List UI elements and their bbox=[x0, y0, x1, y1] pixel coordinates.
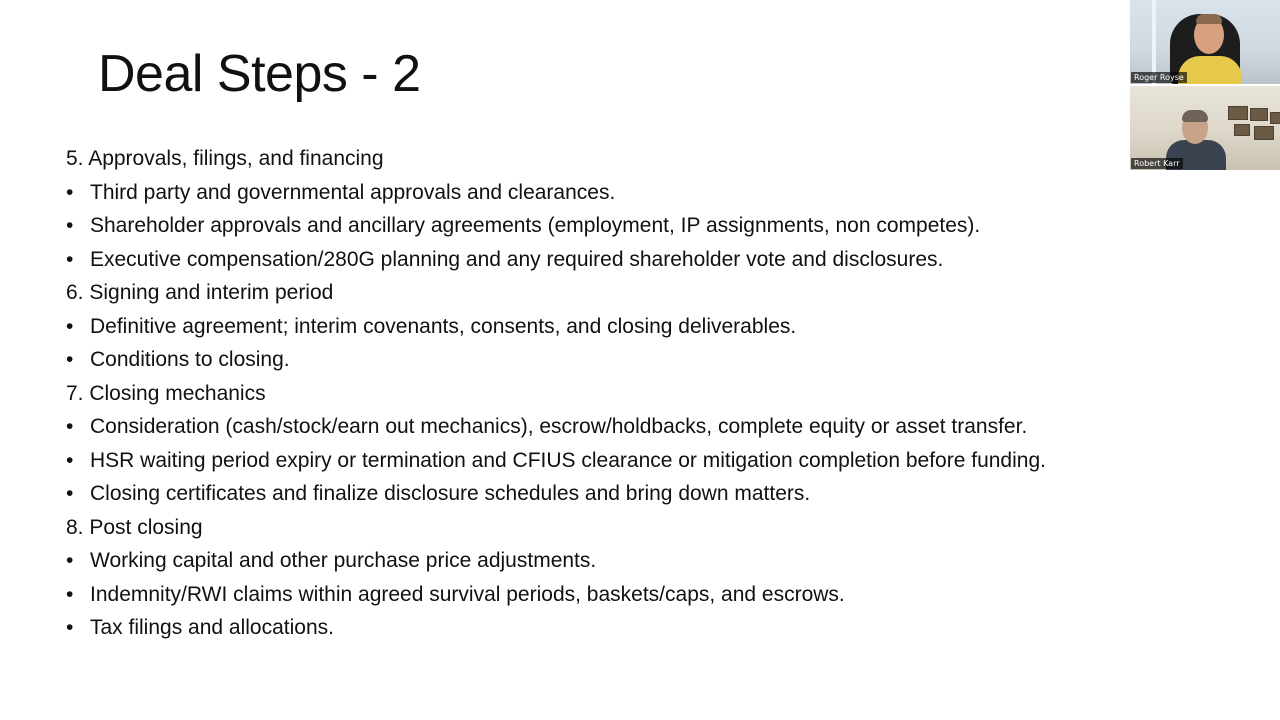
line-text: Tax filings and allocations. bbox=[90, 616, 334, 639]
slide-title: Deal Steps - 2 bbox=[98, 45, 421, 103]
line-text: Closing certificates and finalize disclosure schedules and bring down matters. bbox=[90, 482, 811, 505]
wall-picture-frame bbox=[1250, 108, 1268, 121]
section-heading bbox=[66, 377, 1166, 411]
wall-picture-frame bbox=[1254, 126, 1274, 140]
line-text: Executive compensation/280G planning and any required shareholder vote and disclosures. bbox=[90, 247, 944, 271]
line-text: Definitive agreement; interim covenants, consents, and closing deliverables. bbox=[90, 314, 797, 338]
bullet-item bbox=[66, 477, 1166, 511]
bullet-icon: • bbox=[66, 482, 74, 505]
bullet-item bbox=[66, 410, 1166, 444]
line-text: Consideration (cash/stock/earn out mechanics), escrow/holdbacks, complete equity or asset transfer. bbox=[90, 415, 1028, 438]
line-text: Shareholder approvals and ancillary agreements (employment, IP assignments, non competes). bbox=[90, 214, 981, 237]
bullet-icon: • bbox=[66, 180, 74, 204]
video-tile-robert-karr[interactable] bbox=[1130, 86, 1280, 170]
wall-picture-frame bbox=[1228, 106, 1248, 120]
wall-picture-frame bbox=[1270, 112, 1280, 124]
bullet-icon: • bbox=[66, 214, 74, 237]
section-heading bbox=[66, 511, 1166, 545]
participant-name-tag: Robert Karr bbox=[1131, 158, 1183, 169]
video-tile-roger-royse[interactable] bbox=[1130, 0, 1280, 84]
bullet-item bbox=[66, 343, 1166, 377]
line-text: Working capital and other purchase price adjustments. bbox=[90, 549, 597, 572]
participant-name-tag: Roger Royse bbox=[1131, 72, 1187, 83]
bullet-item bbox=[66, 310, 1166, 344]
wall-picture-frame bbox=[1234, 124, 1250, 136]
person-torso bbox=[1178, 56, 1242, 84]
line-text: HSR waiting period expiry or termination and CFIUS clearance or mitigation completion before funding. bbox=[90, 448, 1046, 472]
bullet-icon: • bbox=[66, 415, 74, 438]
bullet-item bbox=[66, 176, 1166, 210]
bullet-icon: • bbox=[66, 582, 74, 606]
bullet-item bbox=[66, 578, 1166, 612]
line-text: 7. Closing mechanics bbox=[66, 381, 266, 405]
video-participant-strip bbox=[1130, 0, 1280, 170]
line-text: 8. Post closing bbox=[66, 515, 203, 539]
bullet-item bbox=[66, 544, 1166, 578]
line-text: Indemnity/RWI claims within agreed survival periods, baskets/caps, and escrows. bbox=[90, 582, 845, 606]
bullet-icon: • bbox=[66, 549, 74, 572]
line-text: 5. Approvals, filings, and financing bbox=[66, 147, 384, 170]
line-text: Conditions to closing. bbox=[90, 348, 290, 371]
person-hair bbox=[1182, 110, 1208, 122]
line-text: Third party and governmental approvals and clearances. bbox=[90, 180, 616, 204]
bullet-icon: • bbox=[66, 247, 74, 271]
line-text: 6. Signing and interim period bbox=[66, 281, 334, 304]
bullet-item bbox=[66, 243, 1166, 277]
bullet-item bbox=[66, 611, 1166, 645]
bullet-icon: • bbox=[66, 448, 74, 472]
bullet-icon: • bbox=[66, 348, 74, 371]
slide-content bbox=[66, 142, 1166, 645]
bullet-item bbox=[66, 209, 1166, 243]
section-heading bbox=[66, 276, 1166, 310]
bullet-icon: • bbox=[66, 314, 74, 338]
bullet-icon: • bbox=[66, 616, 74, 639]
bullet-item bbox=[66, 444, 1166, 478]
person-hair bbox=[1196, 14, 1222, 24]
section-heading bbox=[66, 142, 1166, 176]
